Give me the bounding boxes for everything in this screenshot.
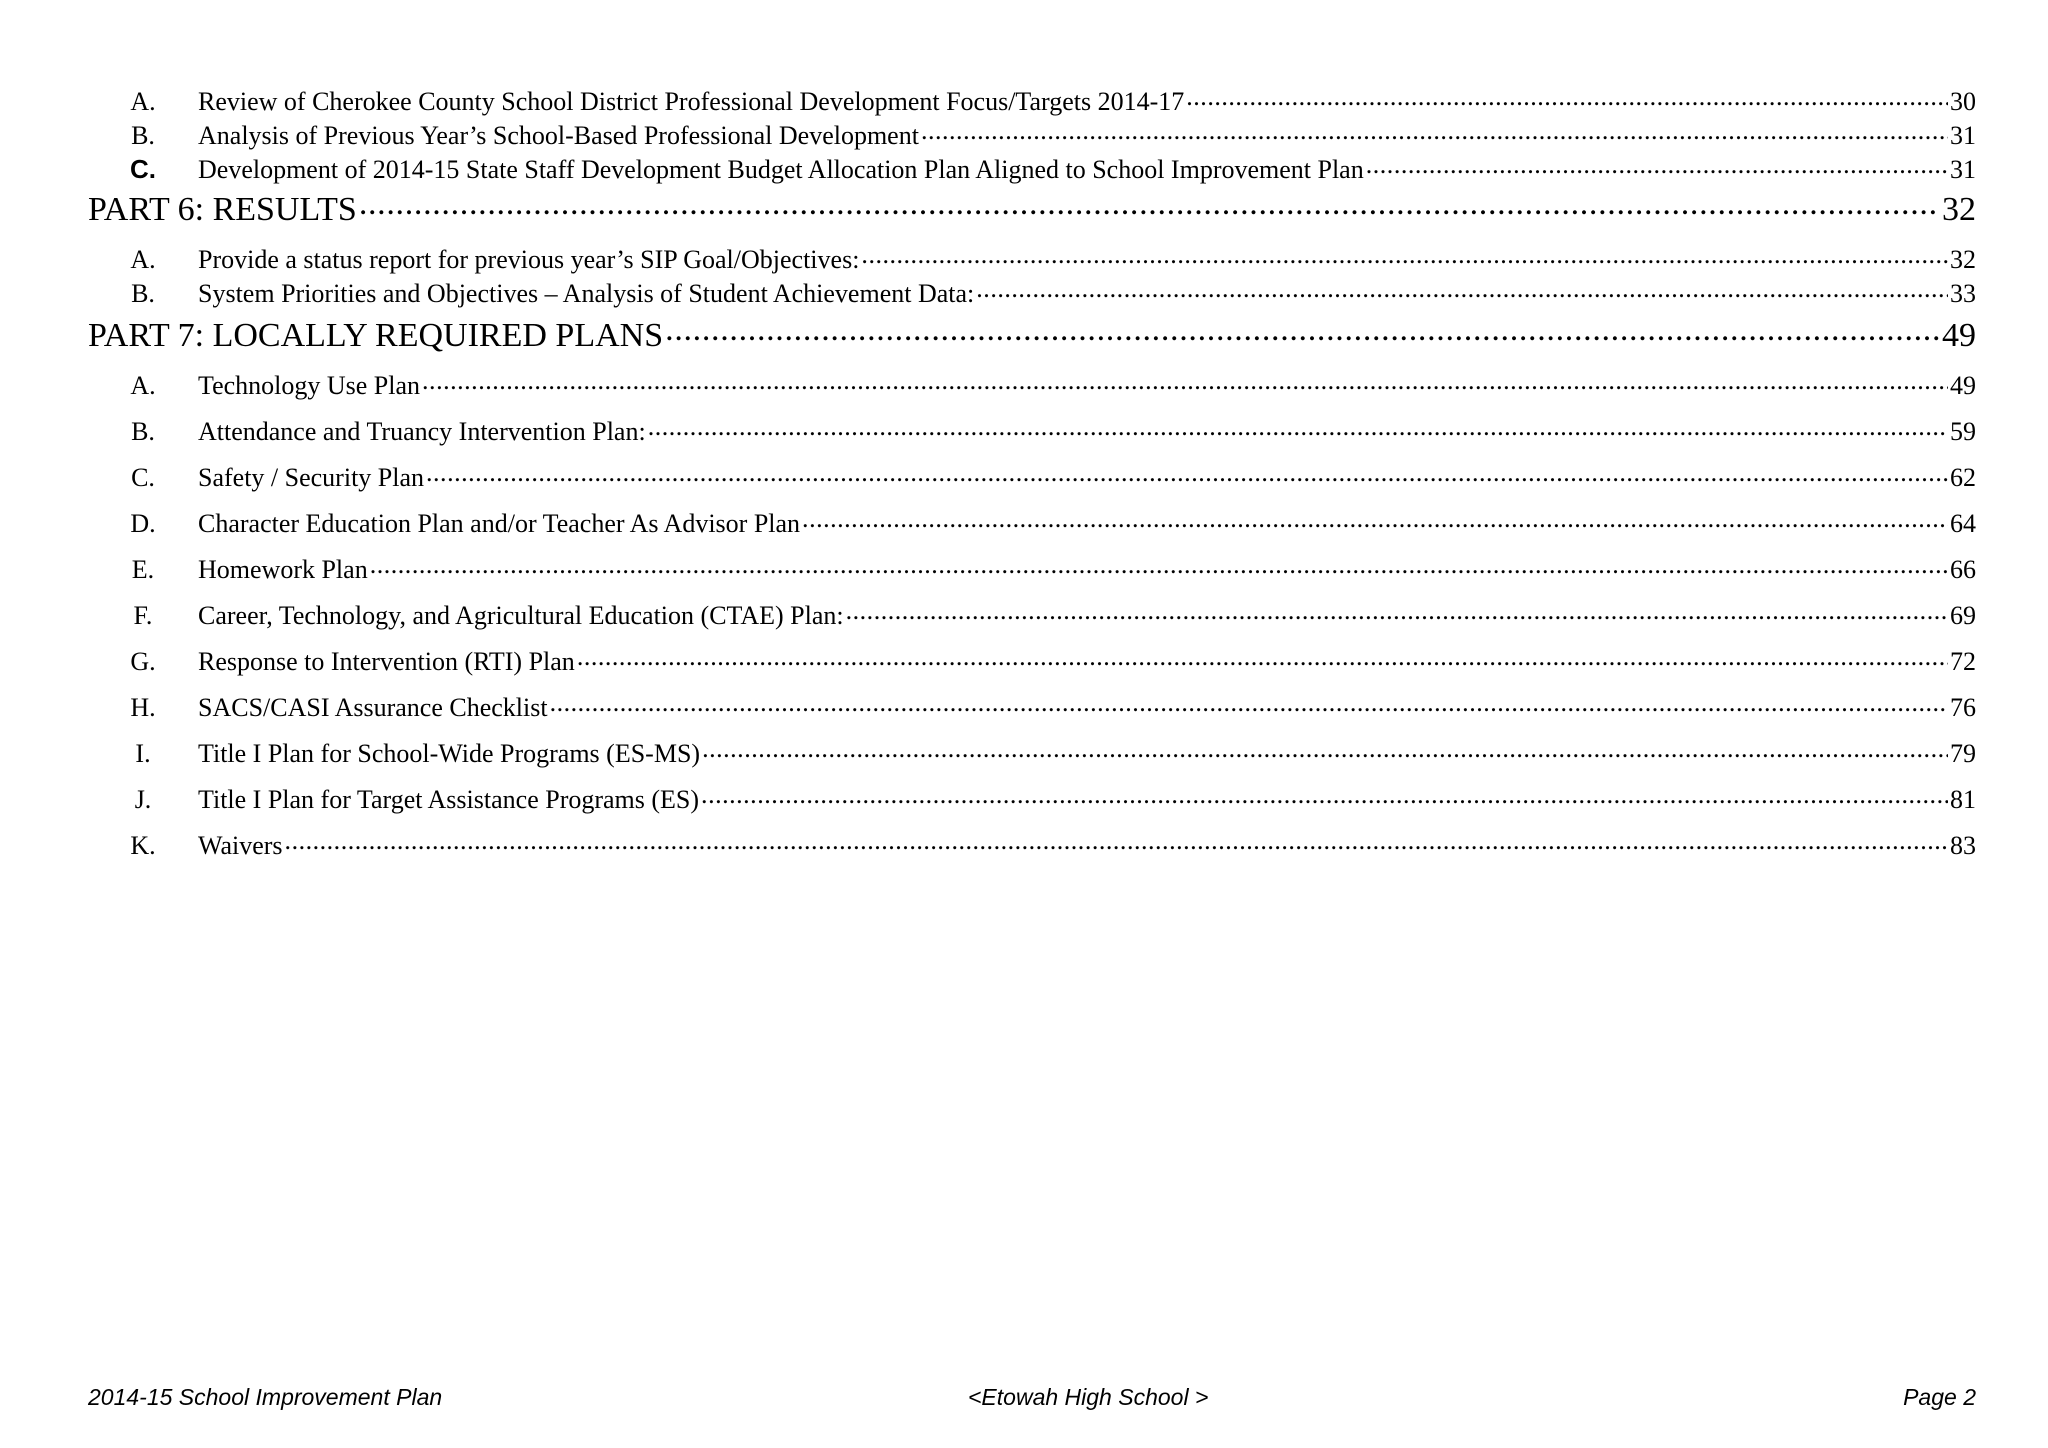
toc-entry-page: 31 xyxy=(1950,155,1976,184)
toc-entry-page: 81 xyxy=(1950,785,1976,814)
toc-entry[interactable] xyxy=(88,242,1976,276)
toc-entry[interactable] xyxy=(88,276,1976,310)
toc-entry-page: 69 xyxy=(1950,601,1976,630)
toc-entry[interactable] xyxy=(88,552,1976,598)
dot-leader xyxy=(702,736,1948,762)
dot-leader xyxy=(370,552,1948,578)
toc-entry-letter: B. xyxy=(131,121,155,150)
toc-entry[interactable] xyxy=(88,368,1976,414)
toc-entry-page: 72 xyxy=(1950,647,1976,676)
dot-leader xyxy=(1186,84,1948,110)
page-footer xyxy=(88,1384,1976,1414)
dot-leader xyxy=(1366,152,1948,178)
toc-entry-title: Provide a status report for previous year’s SIP Goal/Objectives: xyxy=(198,245,860,274)
toc-entry-letter: C. xyxy=(130,154,156,184)
toc-entry-title: Technology Use Plan xyxy=(198,371,421,400)
dot-leader xyxy=(426,460,1948,486)
dot-leader xyxy=(359,186,1940,220)
toc-entry-title: Title I Plan for Target Assistance Programs (ES) xyxy=(198,785,700,814)
toc-entry[interactable] xyxy=(88,782,1976,828)
toc-entry-letter: A. xyxy=(130,371,156,400)
footer-document-title: 2014-15 School Improvement Plan xyxy=(88,1384,443,1410)
toc-entry-page: 32 xyxy=(1950,245,1976,274)
dot-leader xyxy=(976,276,1948,302)
toc-part-title: PART 7: LOCALLY REQUIRED PLANS xyxy=(88,317,664,354)
toc-entry-title: Title I Plan for School-Wide Programs (ES-MS) xyxy=(198,739,701,768)
toc-entry-title: Analysis of Previous Year’s School-Based Professional Development xyxy=(198,121,919,150)
toc-entry[interactable] xyxy=(88,644,1976,690)
toc-entry-letter: D. xyxy=(130,509,156,538)
toc-entry-letter: B. xyxy=(131,417,155,446)
toc-entry[interactable] xyxy=(88,690,1976,736)
dot-leader xyxy=(577,644,1948,670)
toc-entry-page: 49 xyxy=(1950,371,1976,400)
toc-entry-letter: H. xyxy=(130,693,156,722)
toc-entry-page: 59 xyxy=(1950,417,1976,446)
toc-entry[interactable] xyxy=(88,414,1976,460)
toc-entry-title: Review of Cherokee County School District Professional Development Focus/Targets 2014-17 xyxy=(198,87,1185,116)
toc-entry[interactable] xyxy=(88,598,1976,644)
dot-leader xyxy=(846,598,1948,624)
toc-entry-title: SACS/CASI Assurance Checklist xyxy=(198,693,548,722)
dot-leader xyxy=(422,368,1948,394)
toc-entry-page: 30 xyxy=(1950,87,1976,116)
toc-entry-title: Waivers xyxy=(198,831,283,860)
toc-entry[interactable] xyxy=(88,460,1976,506)
toc-entry-title: Character Education Plan and/or Teacher As Advisor Plan xyxy=(198,509,801,538)
toc-part-title: PART 6: RESULTS xyxy=(88,191,357,228)
toc-entry-title: Homework Plan xyxy=(198,555,368,584)
toc-entry-letter: K. xyxy=(130,831,156,860)
toc-part-page: 32 xyxy=(1942,191,1976,228)
toc-part-heading[interactable] xyxy=(88,186,1976,238)
toc-entry-letter: J. xyxy=(134,785,152,814)
toc-part-page: 49 xyxy=(1942,317,1976,354)
footer-school-name: <Etowah High School > xyxy=(968,1384,1209,1410)
toc-entry-page: 79 xyxy=(1950,739,1976,768)
dot-leader xyxy=(701,782,1948,808)
toc-entry-title: System Priorities and Objectives – Analysis of Student Achievement Data: xyxy=(198,279,975,308)
dot-leader xyxy=(550,690,1948,716)
toc-entry-letter: A. xyxy=(130,87,156,116)
toc-entry-title: Response to Intervention (RTI) Plan xyxy=(198,647,575,676)
toc-entry[interactable] xyxy=(88,506,1976,552)
dot-leader xyxy=(861,242,1948,268)
dot-leader xyxy=(665,312,1940,346)
toc-entry-title: Attendance and Truancy Intervention Plan: xyxy=(198,417,646,446)
toc-entry[interactable] xyxy=(88,118,1976,152)
toc-entry-page: 66 xyxy=(1950,555,1976,584)
toc-entry[interactable] xyxy=(88,152,1976,186)
toc-entry-page: 64 xyxy=(1950,509,1976,538)
toc-entry-page: 62 xyxy=(1950,463,1976,492)
footer-page-number: Page 2 xyxy=(1903,1384,1976,1410)
toc-entry-letter: E. xyxy=(131,555,155,584)
toc-entry-letter: G. xyxy=(130,647,156,676)
table-of-contents xyxy=(88,84,1976,874)
dot-leader xyxy=(921,118,1948,144)
toc-part-heading[interactable] xyxy=(88,312,1976,362)
toc-entry-letter: B. xyxy=(131,279,155,308)
dot-leader xyxy=(648,414,1948,440)
toc-entry-page: 33 xyxy=(1950,279,1976,308)
toc-entry-page: 83 xyxy=(1950,831,1976,860)
toc-entry-letter: F. xyxy=(133,601,153,630)
toc-entry-letter: C. xyxy=(131,463,155,492)
dot-leader xyxy=(802,506,1948,532)
toc-entry[interactable] xyxy=(88,828,1976,874)
toc-entry-page: 31 xyxy=(1950,121,1976,150)
toc-entry-letter: A. xyxy=(130,245,156,274)
toc-entry-title: Career, Technology, and Agricultural Education (CTAE) Plan: xyxy=(198,601,844,630)
toc-entry[interactable] xyxy=(88,736,1976,782)
toc-entry[interactable] xyxy=(88,84,1976,118)
toc-entry-page: 76 xyxy=(1950,693,1976,722)
toc-entry-title: Development of 2014-15 State Staff Development Budget Allocation Plan Aligned to School Improvement Plan xyxy=(198,155,1364,184)
toc-entry-title: Safety / Security Plan xyxy=(198,463,425,492)
toc-entry-letter: I. xyxy=(135,739,151,768)
dot-leader xyxy=(285,828,1948,854)
